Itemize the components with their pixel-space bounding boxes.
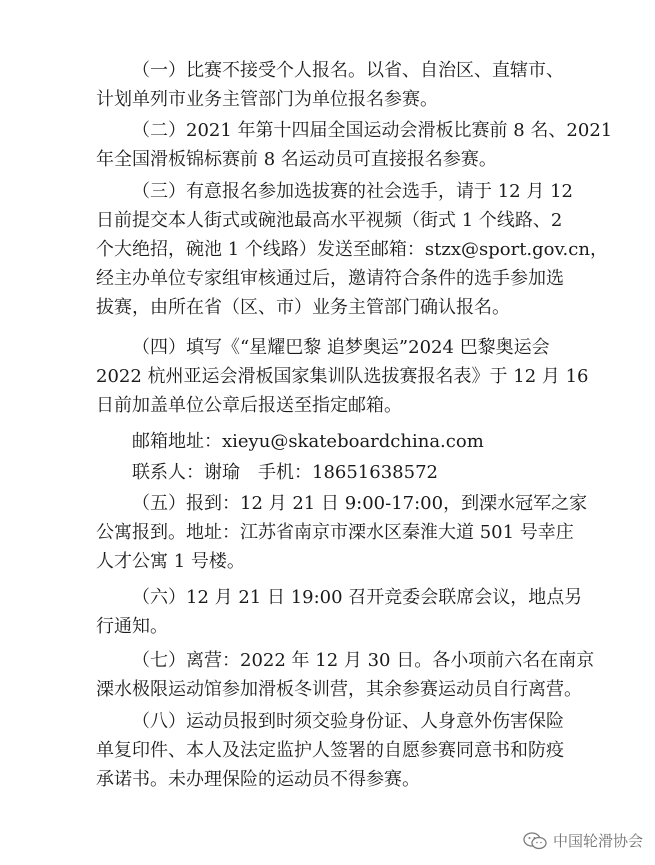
- line: （一）比赛不接受个人报名。以省、自治区、直辖市、: [132, 60, 564, 81]
- line: 个大绝招，碗池 1 个线路）发送至邮箱：stzx@sport.gov.cn，: [96, 239, 608, 260]
- line: 公寓报到。地址：江苏省南京市溧水区秦淮大道 501 号幸庄: [96, 522, 574, 543]
- line: （三）有意报名参加选拔赛的社会选手，请于 12 月 12: [132, 181, 573, 202]
- line: （五）报到：12 月 21 日 9:00-17:00，到溧水冠军之家: [132, 493, 588, 514]
- paragraph-contact: [96, 458, 566, 487]
- paragraph-1: [96, 56, 566, 114]
- watermark: [523, 830, 643, 851]
- line: 拔赛，由所在省（区、市）业务主管部门确认报名。: [96, 297, 510, 318]
- line: 年全国滑板锦标赛前 8 名运动员可直接报名参赛。: [96, 149, 497, 170]
- line: （八）运动员报到时须交验身份证、人身意外伤害保险: [132, 711, 564, 732]
- paragraph-8: [96, 707, 566, 794]
- line: 单复印件、本人及法定监护人签署的自愿参赛同意书和防疫: [96, 740, 564, 761]
- paragraph-2: [96, 116, 613, 174]
- line: 计划单列市业务主管部门为单位报名参赛。: [96, 89, 438, 110]
- line: 日前加盖单位公章后报送至指定邮箱。: [96, 395, 402, 416]
- email-address-line: 邮箱地址：xieyu@skateboardchina.com: [132, 431, 484, 452]
- line: 人才公寓 1 号楼。: [96, 551, 245, 572]
- line: （二）2021 年第十四届全国运动会滑板比赛前 8 名、2021: [132, 120, 613, 141]
- line: 行通知。: [96, 616, 168, 637]
- line: （七）离营：2022 年 12 月 30 日。各小项前六名在南京: [132, 650, 595, 671]
- paragraph-email: [96, 427, 566, 456]
- paragraph-3: [96, 177, 608, 322]
- line: （六）12 月 21 日 19:00 召开竞委会联席会议，地点另: [132, 587, 583, 608]
- wechat-icon: [523, 832, 547, 850]
- line: 承诺书。未办理保险的运动员不得参赛。: [96, 769, 420, 790]
- paragraph-7: [96, 646, 595, 704]
- paragraph-4: [96, 333, 589, 420]
- line: 2022 杭州亚运会滑板国家集训队选拔赛报名表》于 12 月 16: [96, 366, 589, 387]
- line: 溧水极限运动馆参加滑板冬训营，其余参赛运动员自行离营。: [96, 679, 582, 700]
- line: 经主办单位专家组审核通过后，邀请符合条件的选手参加选: [96, 268, 564, 289]
- watermark-text: 中国轮滑协会: [552, 832, 643, 850]
- line: （四）填写《“星耀巴黎 追梦奥运”2024 巴黎奥运会: [132, 337, 550, 358]
- contact-line: 联系人：谢瑜 手机：18651638572: [132, 462, 438, 483]
- line: 日前提交本人街式或碗池最高水平视频（街式 1 个线路、2: [96, 210, 563, 231]
- paragraph-5: [96, 489, 588, 576]
- paragraph-6: [96, 583, 583, 641]
